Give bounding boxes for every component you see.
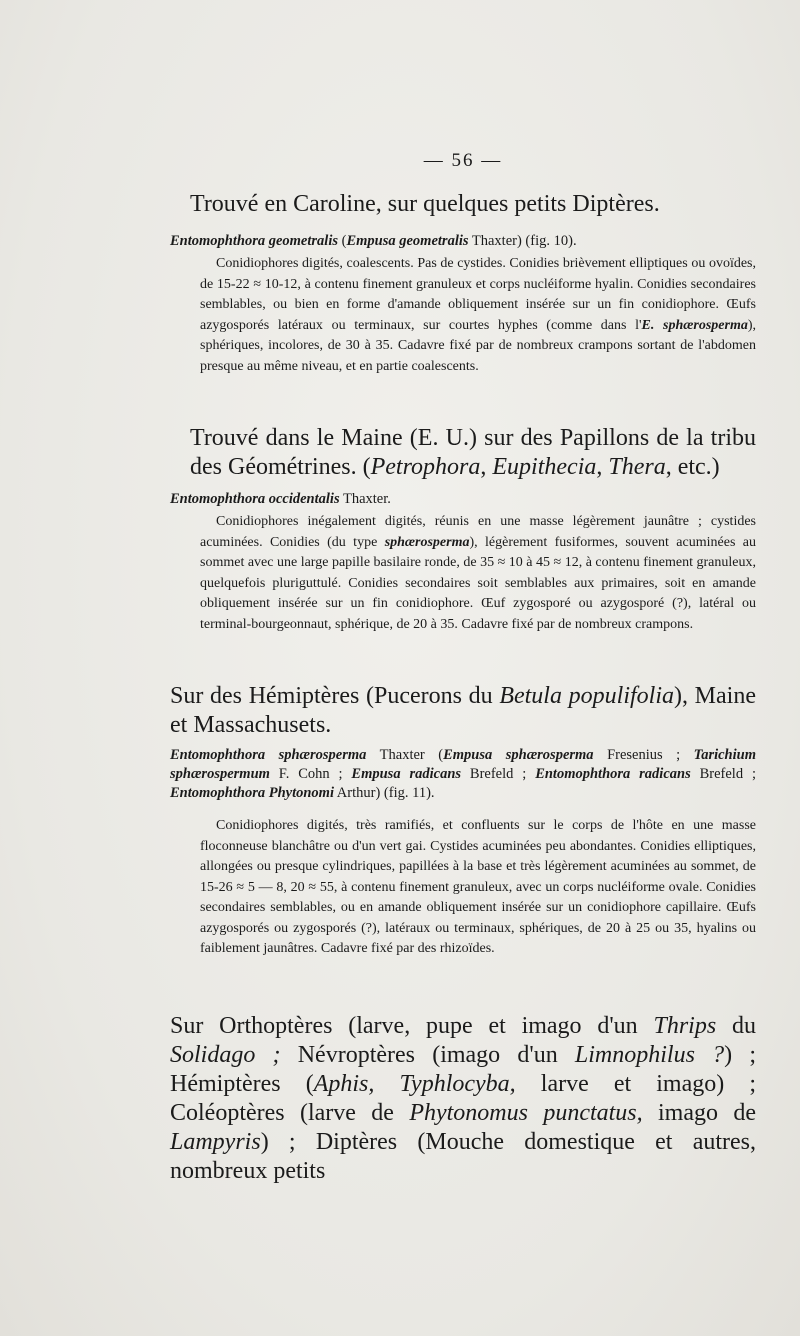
description-text: ), sphériques, incolores, de 30 à 35. Cadavre fixé par de nombreux crampons sortant de l'abdomen presque au même niveau, et en partie coalescents.	[200, 317, 756, 374]
habitat-text: du	[716, 1013, 756, 1039]
habitat-text: Névroptères (imago d'un	[280, 1042, 575, 1068]
species-heading-sphaerosperma	[170, 746, 756, 803]
description-text: Conidiophores inégalement digités, réunis en une masse légèrement jaunâtre ; cystides acuminées. Conidies (du type	[200, 514, 756, 550]
description-sphaerosperma: Conidiophores digités, très ramifiés, et confluents sur le corps de l'hôte en une masse floconneuse blanchâtre ou d'un vert gai. Cystides acuminées peu abondantes. Conidies elliptiques, allongées ou presque cylindriques, papillées à la base et très légèrement acuminées au sommet, de 15-26 ≈ 5 — 8, 20 ≈ 55, à contenu finement granuleux, avec un corps nucléiforme ovale. Conidies secondaires semblables, ou en amande obliquement insérée sur un conidiophore capillaire. Œufs azygosporés ou zygosporés (?), latéraux ou terminaux, sphériques, de 20 à 25 ou 35, hyalins ou faiblement jaunâtres. Cadavre fixé par des rhizoïdes.	[200, 818, 756, 956]
synonym-name: Entomophthora Phytonomi	[170, 785, 334, 801]
habitat-text: larve et imago) ; Coléoptères (larve de	[170, 1071, 757, 1126]
host-name: Aphis, Typhlocyba,	[313, 1071, 516, 1097]
description-geometralis	[200, 254, 756, 377]
heading-text: Thaxter.	[339, 491, 391, 507]
heading-text: F. Cohn ;	[269, 766, 352, 782]
synonym-name: Empusa geometralis	[346, 233, 469, 249]
habitat-text: Sur des Hémiptères (Pucerons du	[170, 683, 500, 709]
species-heading-occidentalis	[170, 490, 756, 509]
habitat-text: imago de	[642, 1100, 757, 1126]
habitat-text: ) ; Hémiptères (	[170, 1042, 756, 1097]
habitat-paragraph-4	[170, 1012, 756, 1186]
habitat-paragraph-3	[170, 682, 756, 740]
heading-text: Fresenius ;	[593, 747, 694, 763]
description-text: ), légèrement fusiformes, souvent acuminées au sommet avec une large papille basilaire ronde, de 35 ≈ 10 à 45 ≈ 12, à contenu finement granuleux, quelquefois pluriguttulé. Conidies secondaires soit semblables aux primaires, soit en amande obliquement insérée sur un fin conidiophore. Œuf zygosporé ou azygosporé (?), latéral ou terminal-bourgeonnaut, sphérique, de 20 à 35. Cadavre fixé par de nombreux crampons.	[200, 534, 756, 632]
host-name: Betula populifolia	[499, 683, 674, 709]
synonym-name: Empusa radicans	[351, 766, 462, 782]
genus-name: Eupithecia	[492, 454, 597, 480]
host-name: Solidago ;	[170, 1042, 281, 1068]
description-occidentalis	[200, 512, 756, 635]
habitat-text: ,	[480, 454, 493, 480]
habitat-text: ,	[596, 454, 609, 480]
description-text: Conidiophores digités, coalescents. Pas de cystides. Conidies brièvement elliptiques ou ovoïdes, de 15-22 ≈ 10-12, à contenu finement granuleux et corps nucléiforme hyalin. Conidies secondaires semblables, ou bien en forme d'amande obliquement insérée sur un fin conidiophore. Œufs azygosporés latéraux ou terminaux, sur courtes hyphes (comme dans l'	[200, 256, 756, 333]
heading-text: (	[338, 233, 347, 249]
species-ref: sphærosperma	[384, 534, 470, 550]
habitat-text: Trouvé dans le Maine (E. U.) sur des Papillons de la tribu des Géométrines. (	[190, 425, 756, 480]
synonym-name: Entomophthora radicans	[535, 766, 691, 782]
habitat-paragraph-1: Trouvé en Caroline, sur quelques petits Diptères.	[190, 191, 660, 217]
heading-text: Brefeld ;	[461, 766, 536, 782]
habitat-text: Sur Orthoptères (larve, pupe et imago d'un	[170, 1013, 654, 1039]
genus-name: Petrophora	[370, 454, 481, 480]
heading-text: Arthur) (fig. 11).	[333, 785, 435, 801]
synonym-name: Empusa sphærosperma	[443, 747, 594, 763]
species-heading-geometralis	[170, 232, 756, 251]
host-name: Thrips	[653, 1013, 717, 1039]
page-number: — 56 —	[423, 150, 503, 171]
host-name: Lampyris	[170, 1129, 261, 1155]
synonym-name: Tarichium sphærospermum	[170, 747, 756, 782]
habitat-text: , etc.)	[665, 454, 720, 480]
species-ref: E. sphærosperma	[641, 317, 748, 333]
habitat-text: ) ; Diptères (Mouche domestique et autres, nombreux petits	[170, 1129, 756, 1184]
genus-name: Thera	[608, 454, 666, 480]
host-name: Limnophilus ?	[574, 1042, 725, 1068]
species-name: Entomophthora geometralis	[170, 233, 338, 249]
species-name: Entomophthora sphærosperma	[170, 747, 367, 763]
heading-text: Thaxter (	[366, 747, 444, 763]
heading-text: Thaxter) (fig. 10).	[468, 233, 577, 249]
habitat-text: ), Maine et Massachusets.	[170, 683, 756, 738]
heading-text: Brefeld ;	[690, 766, 756, 782]
habitat-paragraph-2	[190, 424, 756, 482]
species-name: Entomophthora occidentalis	[170, 491, 340, 507]
host-name: Phytonomus punctatus,	[409, 1100, 643, 1126]
